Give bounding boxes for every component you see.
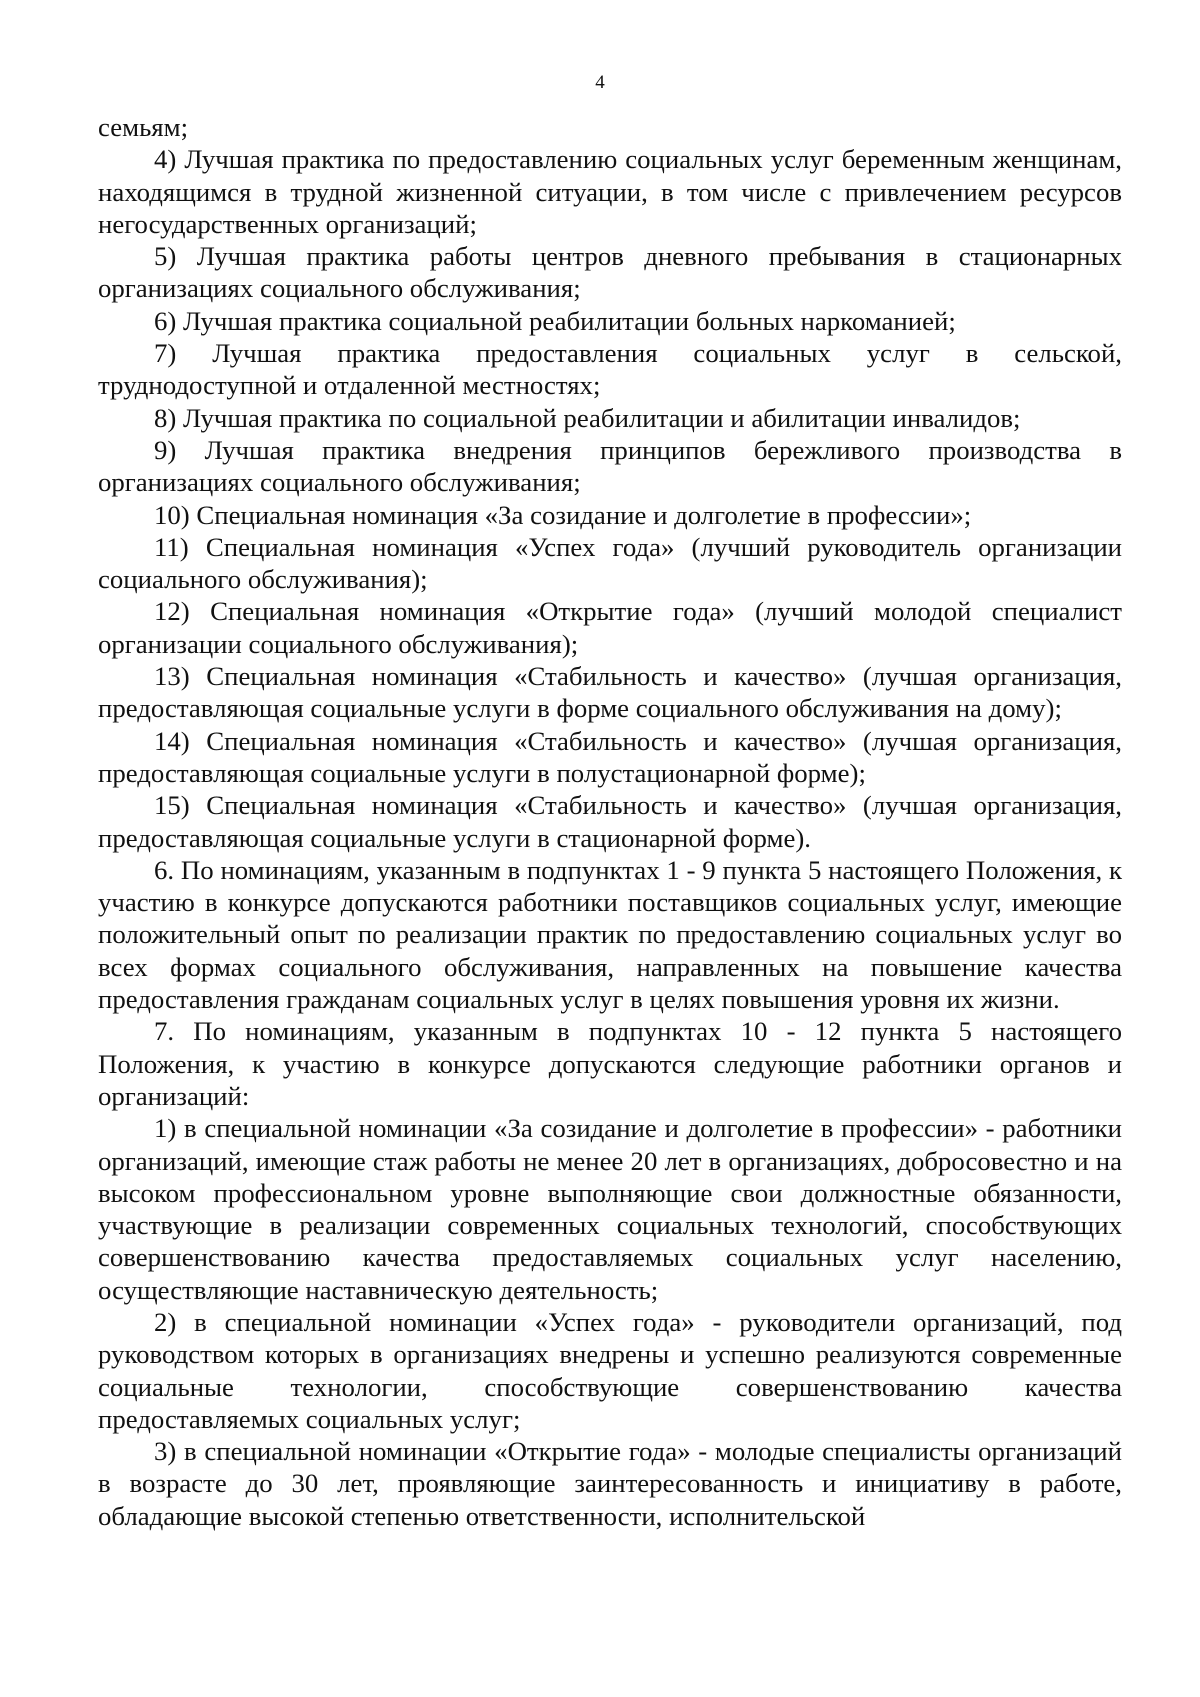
clause-7-item-3: 3) в специальной номинации «Открытие года» - молодые специалисты организаций в возрасте до 30 лет, проявляющие заинтересованность и инициативу в работе, обладающие высокой степенью ответственности, исполнительской (98, 1436, 1122, 1531)
paragraph: семьям; (98, 112, 189, 142)
clause-7-item-2: 2) в специальной номинации «Успех года» - руководители организаций, под руководством которых в организациях внедрены и успешно реализуются современные социальные технологии, способствующие совершенствованию качества предоставляемых социальных услуг; (98, 1306, 1122, 1434)
list-item-7: 7) Лучшая практика предоставления социальных услуг в сельской, труднодоступной и отдаленной местностях; (98, 338, 1122, 401)
list-item-10: 10) Специальная номинация «За созидание и долголетие в профессии»; (154, 499, 972, 530)
list-item-8: 8) Лучшая практика по социальной реабилитации и абилитации инвалидов; (154, 402, 1021, 433)
list-item-14: 14) Специальная номинация «Стабильность и качество» (лучшая организация, предоставляющая социальные услуги в полустационарной форме); (98, 725, 1122, 788)
list-item-11: 11) Специальная номинация «Успех года» (лучший руководитель организации социального обслуживания); (98, 531, 1122, 595)
list-item-12: 12) Специальная номинация «Открытие года» (лучший молодой специалист организации социального обслуживания); (98, 596, 1122, 659)
list-item-6: 6) Лучшая практика социальной реабилитации больных наркоманией; (154, 305, 956, 336)
list-item-5: 5) Лучшая практика работы центров дневного пребывания в стационарных организациях социального обслуживания; (98, 241, 1122, 304)
clause-7-item-1: 1) в специальной номинации «За созидание и долголетие в профессии» - работники организаций, имеющие стаж работы не менее 20 лет в организациях, добросовестно и на высоком профессиональном уровне выполняющие свои должностные обязанности, участвующие в реализации современных социальных технологий, способствующих совершенствованию качества предоставляемых социальных услуг населению, осуществляющие наставническую деятельность; (98, 1113, 1122, 1305)
list-item-15: 15) Специальная номинация «Стабильность и качество» (лучшая организация, предоставляющая социальные услуги в стационарной форме). (98, 790, 1122, 853)
clause-6: 6. По номинациям, указанным в подпунктах 1 - 9 пункта 5 настоящего Положения, к участию в конкурсе допускаются работники поставщиков социальных услуг, имеющие положительный опыт по реализации практик по предоставлению социальных услуг во всех формах социального обслуживания, направленных на повышение качества предоставления гражданам социальных услуг в целях повышения уровня их жизни. (98, 854, 1122, 1015)
document-body (98, 111, 1122, 1532)
list-item-13: 13) Специальная номинация «Стабильность и качество» (лучшая организация, предоставляющая социальные услуги в форме социального обслуживания на дому); (98, 661, 1122, 724)
list-item-4: 4) Лучшая практика по предоставлению социальных услуг беременным женщинам, находящимся в трудной жизненной ситуации, в том числе с привлечением ресурсов негосударственных организаций; (98, 144, 1122, 239)
page-number: 4 (595, 72, 605, 93)
list-item-9: 9) Лучшая практика внедрения принципов бережливого производства в организациях социального обслуживания; (98, 434, 1122, 498)
clause-7: 7. По номинациям, указанным в подпунктах 10 - 12 пункта 5 настоящего Положения, к участию в конкурсе допускаются следующие работники органов и организаций: (98, 1016, 1122, 1111)
